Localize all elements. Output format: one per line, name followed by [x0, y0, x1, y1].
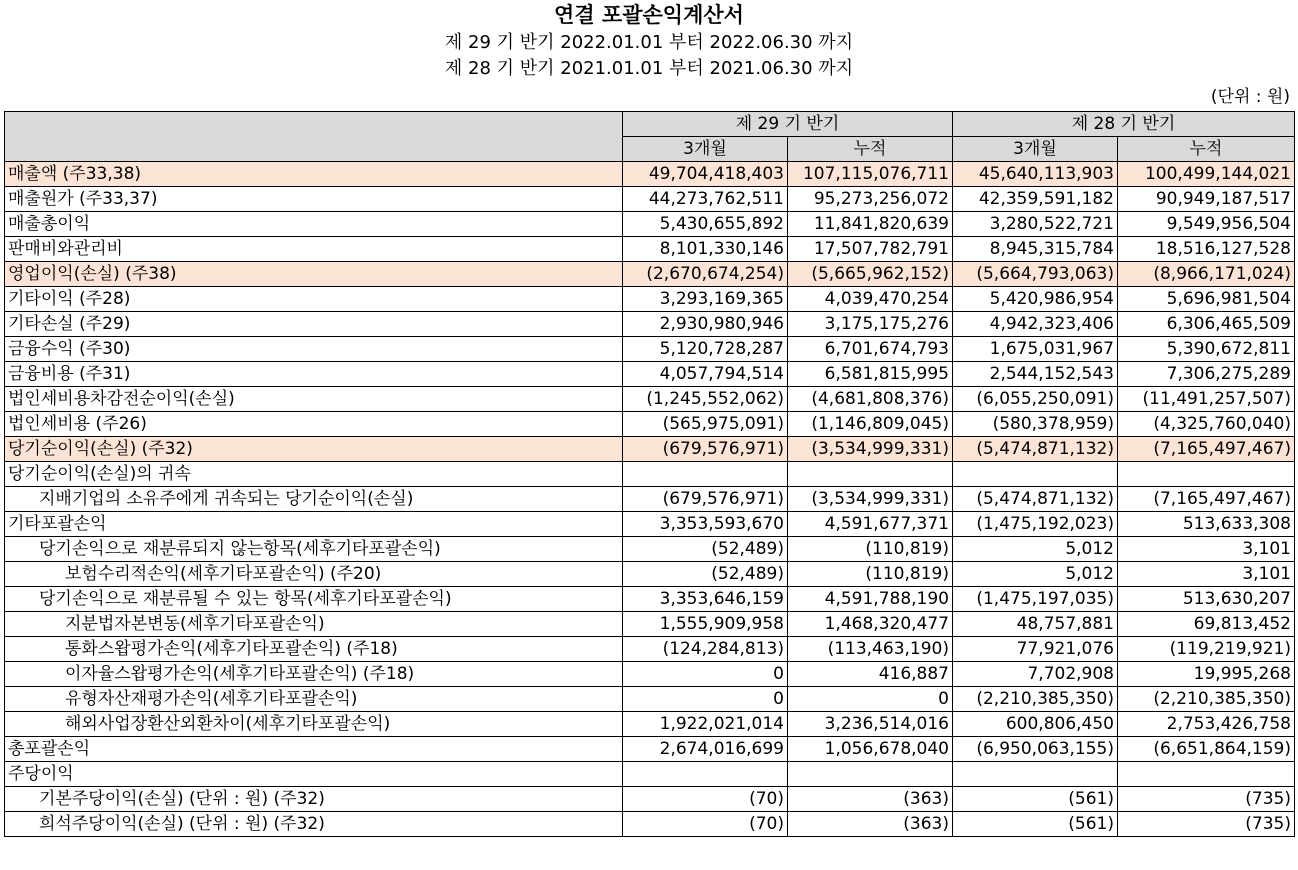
row-value: (1,146,809,045)	[788, 412, 953, 437]
row-value: 600,806,450	[953, 712, 1118, 737]
table-row	[5, 287, 1295, 312]
row-value: 2,674,016,699	[623, 737, 788, 762]
row-value: (5,474,871,132)	[953, 487, 1118, 512]
row-value: (679,576,971)	[623, 487, 788, 512]
row-value: 4,057,794,514	[623, 362, 788, 387]
row-label: 금융비용 (주31)	[5, 362, 623, 387]
row-value: 49,704,418,403	[623, 162, 788, 187]
row-value: (363)	[788, 787, 953, 812]
row-value: 7,306,275,289	[1118, 362, 1295, 387]
row-value: (7,165,497,467)	[1118, 487, 1295, 512]
row-value: 2,544,152,543	[953, 362, 1118, 387]
row-value: 4,039,470,254	[788, 287, 953, 312]
row-value: 4,942,323,406	[953, 312, 1118, 337]
row-value: 5,012	[953, 537, 1118, 562]
row-value: 0	[623, 687, 788, 712]
row-value: (5,665,962,152)	[788, 262, 953, 287]
row-value: 4,591,677,371	[788, 512, 953, 537]
table-row	[5, 712, 1295, 737]
row-label: 법인세비용 (주26)	[5, 412, 623, 437]
row-value: 7,702,908	[953, 662, 1118, 687]
row-value: 1,056,678,040	[788, 737, 953, 762]
row-value: (52,489)	[623, 562, 788, 587]
row-label: 기본주당이익(손실) (단위 : 원) (주32)	[5, 787, 623, 812]
row-value: (1,245,552,062)	[623, 387, 788, 412]
table-row	[5, 212, 1295, 237]
row-value: 5,120,728,287	[623, 337, 788, 362]
row-value: (363)	[788, 812, 953, 837]
row-value: (2,670,674,254)	[623, 262, 788, 287]
row-value: 5,390,672,811	[1118, 337, 1295, 362]
row-label: 금융수익 (주30)	[5, 337, 623, 362]
row-label: 매출총이익	[5, 212, 623, 237]
row-value: 2,930,980,946	[623, 312, 788, 337]
row-value: 8,101,330,146	[623, 237, 788, 262]
row-value: (70)	[623, 787, 788, 812]
row-value: 416,887	[788, 662, 953, 687]
row-label: 지배기업의 소유주에게 귀속되는 당기순이익(손실)	[5, 487, 623, 512]
row-value: 5,696,981,504	[1118, 287, 1295, 312]
row-value: 90,949,187,517	[1118, 187, 1295, 212]
row-label: 총포괄손익	[5, 737, 623, 762]
row-value: (4,681,808,376)	[788, 387, 953, 412]
row-label: 기타이익 (주28)	[5, 287, 623, 312]
table-row	[5, 687, 1295, 712]
row-value: 3,353,593,670	[623, 512, 788, 537]
table-row	[5, 787, 1295, 812]
table-row	[5, 437, 1295, 462]
row-value: (565,975,091)	[623, 412, 788, 437]
row-label: 매출액 (주33,38)	[5, 162, 623, 187]
row-value: 6,701,674,793	[788, 337, 953, 362]
row-value: 1,468,320,477	[788, 612, 953, 637]
row-value: 2,753,426,758	[1118, 712, 1295, 737]
row-label: 이자율스왑평가손익(세후기타포괄손익) (주18)	[5, 662, 623, 687]
table-row	[5, 187, 1295, 212]
row-value	[953, 762, 1118, 787]
row-value: (110,819)	[788, 537, 953, 562]
table-row	[5, 512, 1295, 537]
row-value: (3,534,999,331)	[788, 487, 953, 512]
row-value: 17,507,782,791	[788, 237, 953, 262]
table-row	[5, 737, 1295, 762]
row-value: (7,165,497,467)	[1118, 437, 1295, 462]
row-label: 해외사업장환산외환차이(세후기타포괄손익)	[5, 712, 623, 737]
table-row	[5, 812, 1295, 837]
table-row	[5, 487, 1295, 512]
row-value: 44,273,762,511	[623, 187, 788, 212]
row-value	[623, 462, 788, 487]
row-value	[623, 762, 788, 787]
row-value: (735)	[1118, 812, 1295, 837]
row-value: 77,921,076	[953, 637, 1118, 662]
row-value: 5,420,986,954	[953, 287, 1118, 312]
header-prior-period: 제 28 기 반기	[953, 112, 1295, 137]
row-label: 매출원가 (주33,37)	[5, 187, 623, 212]
statement-body	[5, 162, 1295, 837]
row-label: 영업이익(손실) (주38)	[5, 262, 623, 287]
row-label: 당기손익으로 재분류될 수 있는 항목(세후기타포괄손익)	[5, 587, 623, 612]
table-row	[5, 587, 1295, 612]
period-prior: 제 28 기 반기 2021.01.01 부터 2021.06.30 까지	[444, 58, 854, 79]
row-value: (119,219,921)	[1118, 637, 1295, 662]
row-value: 3,175,175,276	[788, 312, 953, 337]
row-value: (1,475,192,023)	[953, 512, 1118, 537]
row-value: 5,012	[953, 562, 1118, 587]
table-row	[5, 362, 1295, 387]
row-value: (735)	[1118, 787, 1295, 812]
row-value: (561)	[953, 787, 1118, 812]
row-value: 1,922,021,014	[623, 712, 788, 737]
row-value	[1118, 762, 1295, 787]
row-value: 513,630,207	[1118, 587, 1295, 612]
row-label: 당기손익으로 재분류되지 않는항목(세후기타포괄손익)	[5, 537, 623, 562]
row-value: 18,516,127,528	[1118, 237, 1295, 262]
row-value: 5,430,655,892	[623, 212, 788, 237]
table-row	[5, 537, 1295, 562]
row-value: 513,633,308	[1118, 512, 1295, 537]
row-value: 3,353,646,159	[623, 587, 788, 612]
row-label: 기타손실 (주29)	[5, 312, 623, 337]
row-value: 6,581,815,995	[788, 362, 953, 387]
row-value: (124,284,813)	[623, 637, 788, 662]
row-value: 6,306,465,509	[1118, 312, 1295, 337]
row-value: (6,055,250,091)	[953, 387, 1118, 412]
row-label: 희석주당이익(손실) (단위 : 원) (주32)	[5, 812, 623, 837]
table-row	[5, 262, 1295, 287]
header-current-3months: 3개월	[623, 137, 788, 162]
row-value	[788, 462, 953, 487]
row-label: 당기순이익(손실)의 귀속	[5, 462, 623, 487]
table-row	[5, 612, 1295, 637]
table-row	[5, 762, 1295, 787]
row-value: 9,549,956,504	[1118, 212, 1295, 237]
row-value: (70)	[623, 812, 788, 837]
table-row	[5, 337, 1295, 362]
row-value: (110,819)	[788, 562, 953, 587]
table-row	[5, 162, 1295, 187]
row-value: (679,576,971)	[623, 437, 788, 462]
row-value: 4,591,788,190	[788, 587, 953, 612]
header-prior-3months: 3개월	[953, 137, 1118, 162]
row-value: (561)	[953, 812, 1118, 837]
row-value: 19,995,268	[1118, 662, 1295, 687]
row-label: 지분법자본변동(세후기타포괄손익)	[5, 612, 623, 637]
row-value: 1,555,909,958	[623, 612, 788, 637]
header-current-period: 제 29 기 반기	[623, 112, 953, 137]
table-row	[5, 662, 1295, 687]
row-value: (6,651,864,159)	[1118, 737, 1295, 762]
row-value: (52,489)	[623, 537, 788, 562]
row-value: 3,101	[1118, 537, 1295, 562]
row-value: (113,463,190)	[788, 637, 953, 662]
row-value: 107,115,076,711	[788, 162, 953, 187]
row-value: (2,210,385,350)	[1118, 687, 1295, 712]
header-prior-cumulative: 누적	[1118, 137, 1295, 162]
row-value: (5,474,871,132)	[953, 437, 1118, 462]
row-value: (8,966,171,024)	[1118, 262, 1295, 287]
row-value: 42,359,591,182	[953, 187, 1118, 212]
row-value: 3,101	[1118, 562, 1295, 587]
income-statement-table	[4, 111, 1295, 837]
row-value: 95,273,256,072	[788, 187, 953, 212]
row-value: 69,813,452	[1118, 612, 1295, 637]
row-label: 통화스왑평가손익(세후기타포괄손익) (주18)	[5, 637, 623, 662]
row-value: (11,491,257,507)	[1118, 387, 1295, 412]
row-label: 보험수리적손익(세후기타포괄손익) (주20)	[5, 562, 623, 587]
row-value: 11,841,820,639	[788, 212, 953, 237]
row-value: 3,293,169,365	[623, 287, 788, 312]
row-label: 주당이익	[5, 762, 623, 787]
row-value: (5,664,793,063)	[953, 262, 1118, 287]
row-value: (6,950,063,155)	[953, 737, 1118, 762]
row-value: (4,325,760,040)	[1118, 412, 1295, 437]
row-value: 48,757,881	[953, 612, 1118, 637]
row-value	[1118, 462, 1295, 487]
row-value: (1,475,197,035)	[953, 587, 1118, 612]
row-value: 1,675,031,967	[953, 337, 1118, 362]
row-label: 기타포괄손익	[5, 512, 623, 537]
row-value: 0	[623, 662, 788, 687]
table-row	[5, 462, 1295, 487]
unit-label: (단위 : 원)	[1210, 87, 1290, 107]
table-row	[5, 412, 1295, 437]
row-label: 당기순이익(손실) (주32)	[5, 437, 623, 462]
table-row	[5, 237, 1295, 262]
header-current-cumulative: 누적	[788, 137, 953, 162]
row-label: 판매비와관리비	[5, 237, 623, 262]
row-value: (3,534,999,331)	[788, 437, 953, 462]
row-label: 유형자산재평가손익(세후기타포괄손익)	[5, 687, 623, 712]
statement-title: 연결 포괄손익계산서	[554, 3, 744, 27]
period-current: 제 29 기 반기 2022.01.01 부터 2022.06.30 까지	[444, 32, 854, 53]
table-row	[5, 387, 1295, 412]
row-value: 3,236,514,016	[788, 712, 953, 737]
row-value: 3,280,522,721	[953, 212, 1118, 237]
row-value: (580,378,959)	[953, 412, 1118, 437]
row-value: 8,945,315,784	[953, 237, 1118, 262]
label-header-cell	[5, 112, 623, 162]
row-value: 45,640,113,903	[953, 162, 1118, 187]
row-label: 법인세비용차감전순이익(손실)	[5, 387, 623, 412]
row-value: 0	[788, 687, 953, 712]
row-value	[788, 762, 953, 787]
table-row	[5, 312, 1295, 337]
table-row	[5, 637, 1295, 662]
row-value: 100,499,144,021	[1118, 162, 1295, 187]
table-row	[5, 562, 1295, 587]
row-value: (2,210,385,350)	[953, 687, 1118, 712]
row-value	[953, 462, 1118, 487]
